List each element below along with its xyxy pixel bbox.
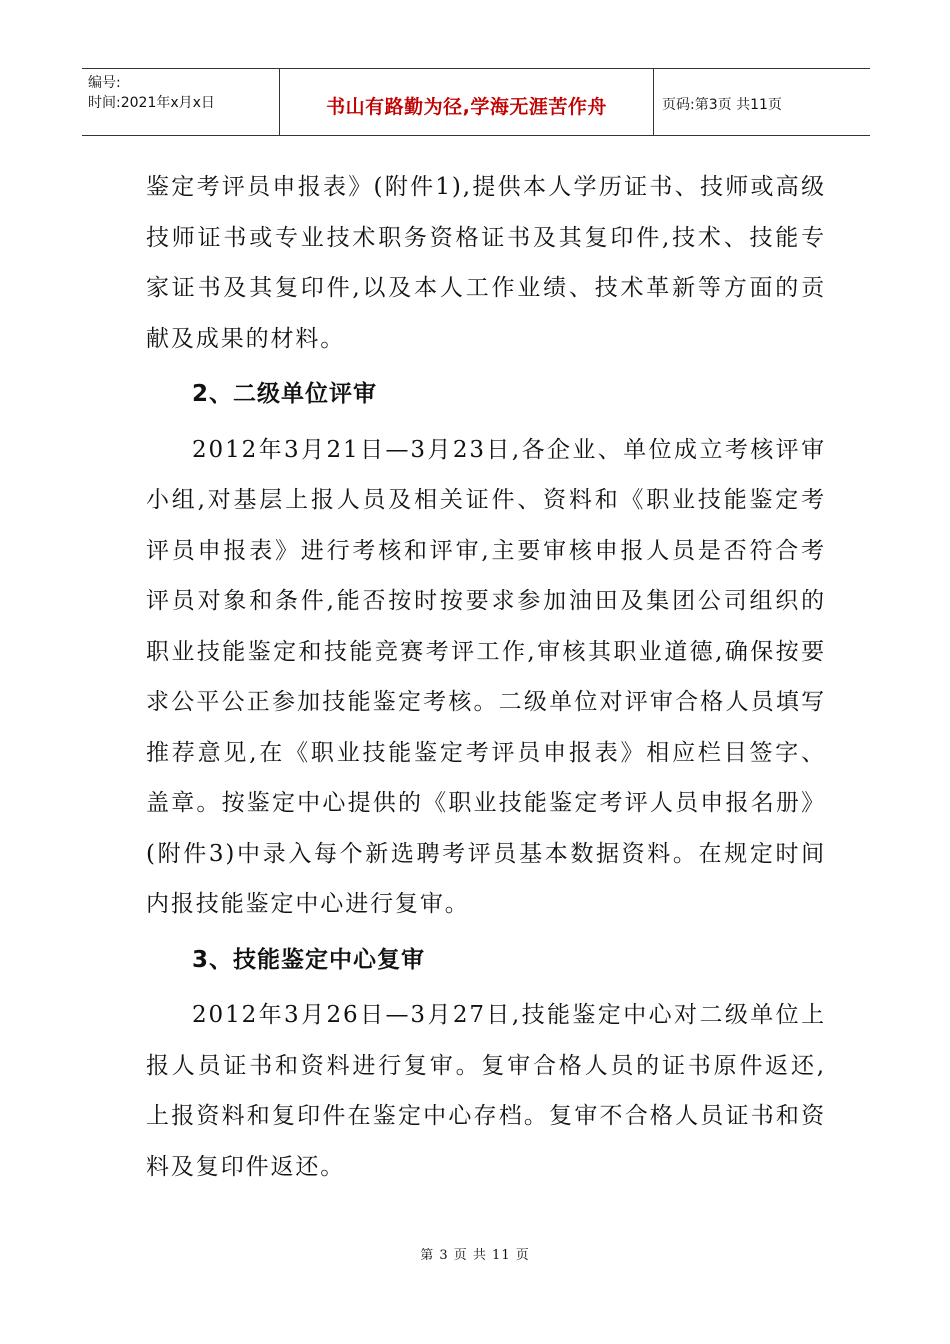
paragraph-1: 鉴定考评员申报表》(附件1),提供本人学历证书、技师或高级技师证书或专业技术职务资格证书及其复印件,技术、技能专家证书及其复印件,以及本人工作业绩、技术革新等方面的贡献及成果的材料。	[146, 174, 826, 352]
paragraph-2: 2012年3月21日—3月23日,各企业、单位成立考核评审小组,对基层上报人员及相关证件、资料和《职业技能鉴定考评员申报表》进行考核和评审,主要审核申报人员是否符合考评员对象和条件,能否按时按要求参加油田及集团公司组织的职业技能鉴定和技能竞赛考评工作,审核其职业道德,确保按要求公平公正参加技能鉴定考核。二级单位对评审合格人员填写推荐意见,在《职业技能鉴定考评员申报表》相应栏目签字、盖章。按鉴定中心提供的《职业技能鉴定考评人员申报名册》(附件3)中录入每个新选聘考评员基本数据资料。在规定时间内报技能鉴定中心进行复审。	[146, 436, 826, 917]
motto-text: 书山有路勤为径,学海无涯苦作舟	[326, 95, 607, 118]
paragraph-3: 2012年3月26日—3月27日,技能鉴定中心对二级单位上报人员证书和资料进行复审。复审合格人员的证书原件返还,上报资料和复印件在鉴定中心存档。复审不合格人员证书和资料及复印件返还。	[146, 1002, 826, 1180]
page-footer	[0, 1244, 950, 1263]
header-meta-cell	[82, 69, 280, 135]
header-table	[82, 68, 870, 136]
page-info: 页码:第3页 共11页	[662, 97, 782, 113]
document-body	[146, 162, 826, 1192]
date-label: 时间:2021年x月x日	[88, 95, 215, 111]
doc-number-label: 编号:	[88, 75, 121, 91]
footer-page-number: 第 3 页 共 11 页	[420, 1248, 530, 1263]
section-heading-2: 2、二级单位评审	[192, 381, 378, 407]
section-heading-3: 3、技能鉴定中心复审	[192, 946, 426, 973]
header-page-cell	[654, 69, 870, 135]
header-motto-cell	[280, 69, 654, 135]
